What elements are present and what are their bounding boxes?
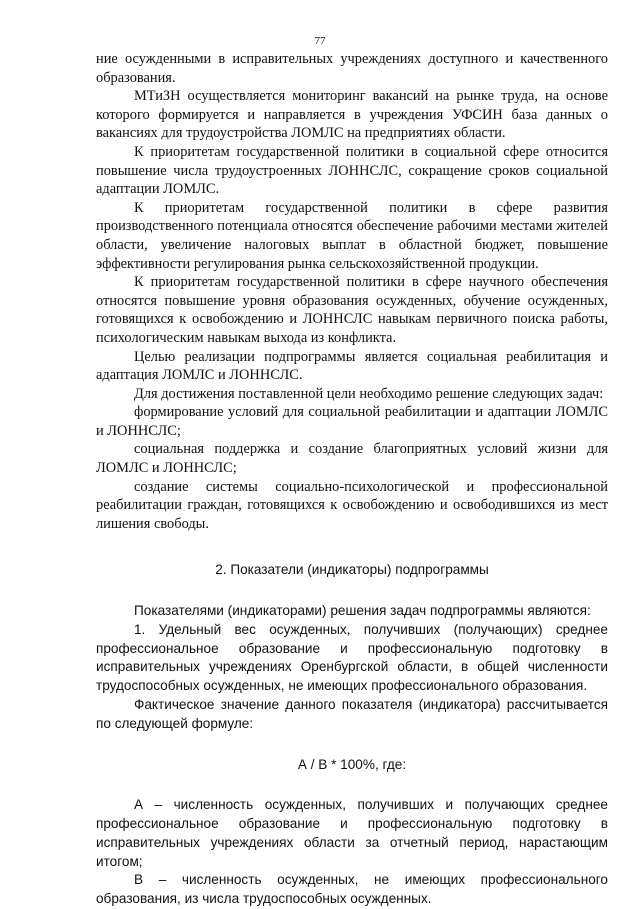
formula: А / В * 100%, где:: [297, 756, 407, 772]
formula-intro: Фактическое значение данного показателя (индикатора) рассчитывается по следующей формуле:: [96, 697, 608, 731]
task-item: социальная поддержка и создание благоприятных условий жизни для ЛОМЛС и ЛОННСЛС;: [96, 441, 608, 477]
paragraph: ние осужденными в исправительных учреждениях доступного и качественного образования.: [96, 51, 608, 86]
definition-a: А – численность осужденных, получивших и получающих среднее профессиональное образование и профессиональную подготовку в исправительных учреждениях области за отчетный период, нарастающим итогом;: [96, 797, 608, 869]
document-body: [96, 50, 608, 909]
paragraph: К приоритетам государственной политики в сфере развития производственного потенциала относятся обеспечение рабочими местами жителей области, увеличение налоговых выплат в областной бюджет, повышение эффективности регулирования рынка сельскохозяйственной продукции.: [96, 199, 608, 272]
tasks-intro: Для достижения поставленной цели необходимо решение следующих задач:: [134, 385, 604, 402]
indicators-intro: Показателями (индикаторами) решения задач подпрограммы являются:: [134, 603, 591, 619]
definition-b: В – численность осужденных, не имеющих профессионального образования, из числа трудоспособных осужденных.: [96, 872, 608, 907]
paragraph: МТиЗН осуществляется мониторинг вакансий на рынке труда, на основе которого формируется и направляется в учреждения УФСИН база данных о вакансиях для трудоустройства ЛОМЛС на предприятиях области.: [96, 88, 608, 142]
page-number: 77: [314, 35, 326, 47]
paragraph: К приоритетам государственной политики в сфере научного обеспечения относятся повышение уровня образования осужденных, обучение осужденных, готовящихся к освобождению и ЛОННСЛС навыкам первичного поиска работы, психологическим навыкам выхода из конфликта.: [96, 274, 608, 346]
section-heading: 2. Показатели (индикаторы) подпрограммы: [215, 562, 489, 578]
indicator-item: 1. Удельный вес осужденных, получивших (получающих) среднее профессиональное образование и профессиональную подготовку в исправительных учреждениях Оренбургской области, в общей численности трудоспособных осужденных, не имеющих профессионального образования.: [96, 621, 608, 694]
task-item: формирование условий для социальной реабилитации и адаптации ЛОМЛС и ЛОННСЛС;: [96, 404, 608, 439]
goal-paragraph: Целью реализации подпрограммы является социальная реабилитация и адаптация ЛОМЛС и ЛОННСЛС.: [96, 348, 608, 384]
paragraph: К приоритетам государственной политики в социальной сфере относится повышение числа трудоустроенных ЛОННСЛС, сокращение сроков социальной адаптации ЛОМЛС.: [96, 143, 608, 198]
task-item: создание системы социально-психологической и профессиональной реабилитации граждан, готовящихся к освобождению и освободившихся из мест лишения свободы.: [96, 478, 608, 532]
